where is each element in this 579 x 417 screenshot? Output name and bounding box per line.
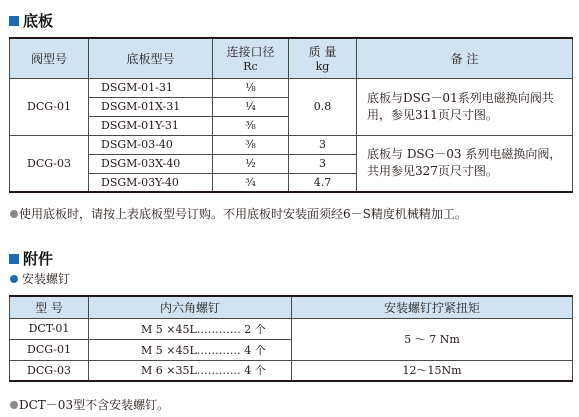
plate-cell: DSGM-03-40 (89, 135, 213, 154)
note-cell: 底板与DSG－01系列电磁换向阀共用，参见311页尺寸图。 (357, 78, 573, 135)
model-cell: DCG-01 (10, 339, 89, 360)
header-torque: 安装螺钉拧紧扭矩 (292, 296, 573, 318)
base-plate-table (9, 37, 573, 193)
section-square-icon (9, 254, 19, 264)
screw-cell: M 5 ×45L………… 4 个 (89, 339, 292, 360)
table-row (10, 78, 573, 97)
valve-cell: DCG-03 (10, 135, 89, 192)
mass-cell: 0.8 (289, 78, 357, 135)
plate-cell: DSGM-03X-40 (89, 154, 213, 173)
section-title-text: 附件 (23, 250, 54, 268)
table-header-row (10, 38, 573, 78)
port-cell: ¹⁄₈ (213, 78, 289, 97)
screw-table (9, 295, 573, 382)
port-cell: ¹⁄₄ (213, 97, 289, 116)
section-title-accessory (9, 248, 53, 269)
screw-cell: M 6 ×35L………… 4 个 (89, 360, 292, 381)
header-valve-model: 阀型号 (10, 38, 89, 78)
table-header-row (10, 296, 573, 318)
port-cell: ¹⁄₂ (213, 154, 289, 173)
model-cell: DCT-01 (10, 318, 89, 339)
plate-cell: DSGM-01X-31 (89, 97, 213, 116)
mass-cell: 3 (289, 154, 357, 173)
mass-cell: 4.7 (289, 173, 357, 192)
section-title-text: 底板 (23, 12, 54, 30)
bullet-icon (10, 401, 18, 409)
section-title-base (9, 10, 53, 31)
accessory-footnote: DCT－03型不含安装螺钉。 (10, 396, 169, 413)
unit-kg: kg (315, 60, 330, 74)
header-note: 备 注 (357, 38, 573, 78)
valve-cell: DCG-01 (10, 78, 89, 135)
unit-rc: Rc (243, 60, 258, 74)
table-row (10, 135, 573, 154)
table-row (10, 360, 573, 381)
port-cell: ³⁄₄ (213, 173, 289, 192)
plate-cell: DSGM-03Y-40 (89, 173, 213, 192)
bullet-icon (10, 210, 18, 218)
header-screw: 内六角螺钉 (89, 296, 292, 318)
plate-cell: DSGM-01-31 (89, 78, 213, 97)
model-cell: DCG-03 (10, 360, 89, 381)
mass-cell: 3 (289, 135, 357, 154)
circle-bullet-icon (10, 275, 18, 283)
port-cell: ³⁄₈ (213, 116, 289, 135)
table-row (10, 318, 573, 339)
header-mass: 质 量 kg (289, 38, 357, 78)
torque-cell: 5 ～ 7 Nm (292, 318, 573, 360)
header-model: 型 号 (10, 296, 89, 318)
plate-cell: DSGM-01Y-31 (89, 116, 213, 135)
header-port-size: 连接口径 Rc (213, 38, 289, 78)
section-square-icon (9, 16, 19, 26)
subsection-title: 安装螺钉 (10, 270, 70, 287)
torque-cell: 12～15Nm (292, 360, 573, 381)
base-footnote: 使用底板时，请按上表底板型号订购。不用底板时安装面须经6－S精度机械精加工。 (10, 205, 467, 222)
note-cell: 底板与 DSG－03 系列电磁换向阀，共用参见327页尺寸图。 (357, 135, 573, 192)
screw-cell: M 5 ×45L………… 2 个 (89, 318, 292, 339)
header-plate-model: 底板型号 (89, 38, 213, 78)
port-cell: ³⁄₈ (213, 135, 289, 154)
